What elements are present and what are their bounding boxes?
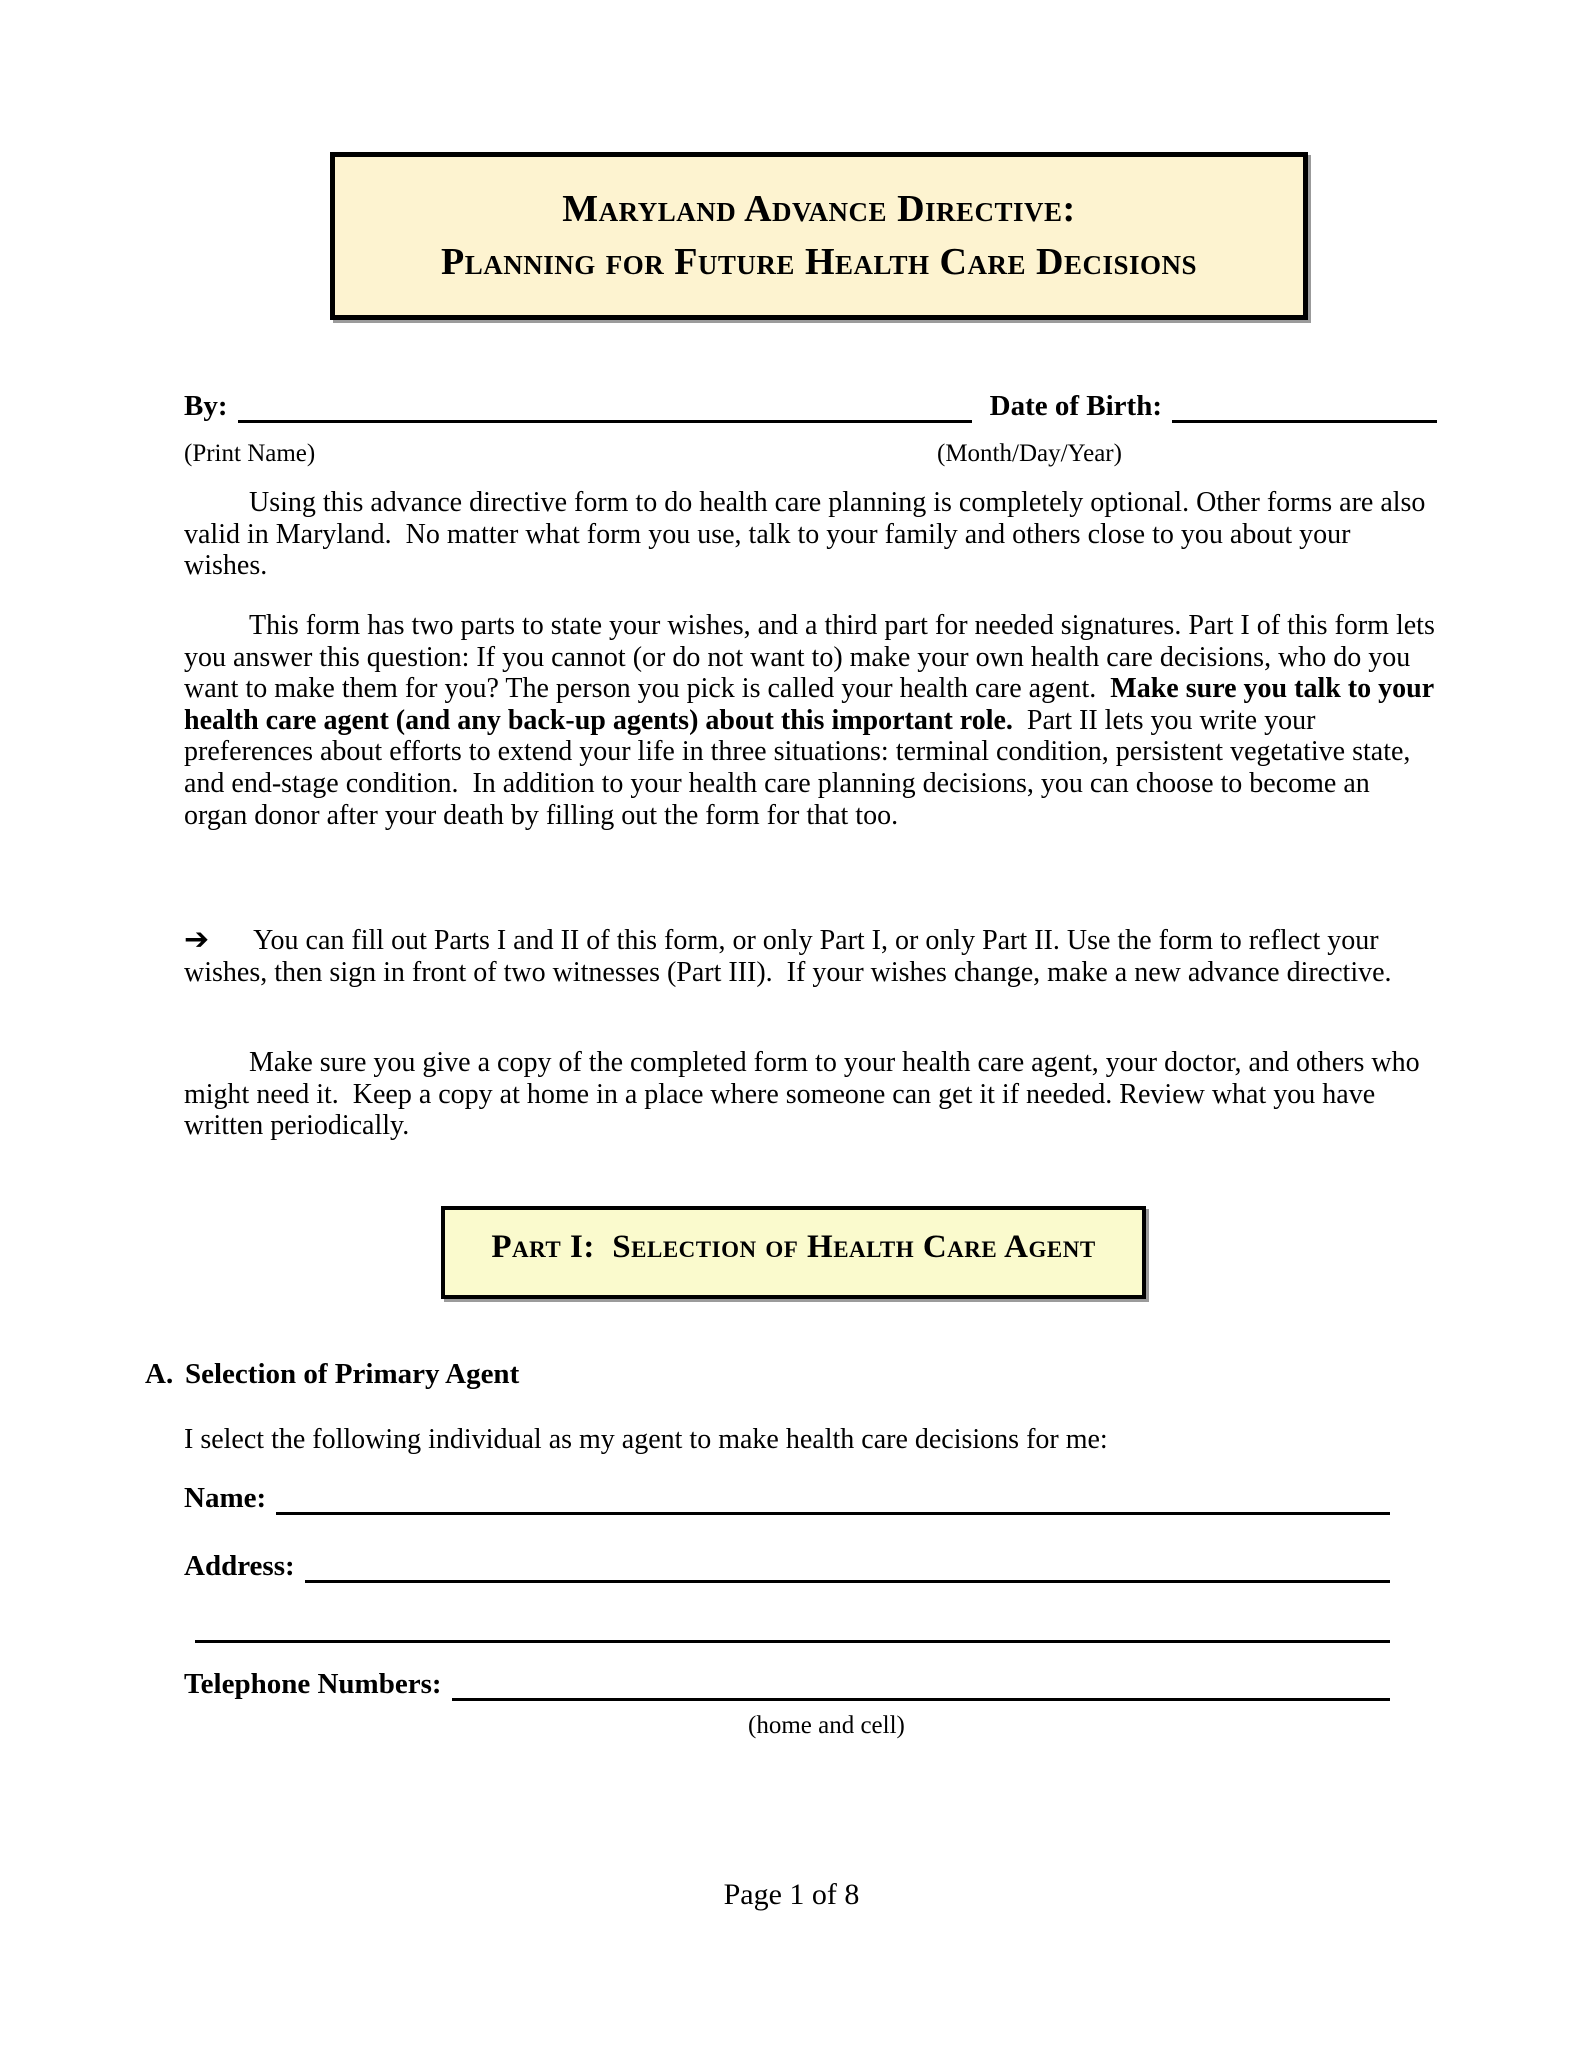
document-title-line-1: Maryland Advance Directive: <box>562 187 1076 230</box>
phone-field-row <box>184 1668 1390 1701</box>
paragraph-form-structure-text: This form has two parts to state your wishes, and a third part for needed signatures. Part I of this form lets you answer this question: If you cannot (or do not want to) make your own health care decisions, who do you want to make them for you? The person you pick is called your health care agent. <box>184 610 1442 705</box>
section-a-intro: I select the following individual as my agent to make health care decisions for me: <box>184 1424 1108 1455</box>
date-of-birth-label: Date of Birth: <box>989 390 1162 422</box>
address-input-line-2[interactable] <box>195 1608 1390 1643</box>
section-a-heading-text: Selection of Primary Agent <box>185 1358 520 1390</box>
title-banner <box>330 152 1308 320</box>
home-and-cell-caption: (home and cell) <box>748 1712 905 1739</box>
paragraph-arrow-note-text: You can fill out Parts I and II of this form, or only Part I, or only Part II. Use the form to reflect your wishes, then sign in front of two witnesses (Part III). If your wishes change, make a new advance directive. <box>184 925 1392 988</box>
paragraph-form-structure-bold-text: Make sure you talk to your health care agent (and any back-up agents) about this important role. <box>184 673 1441 736</box>
byline-captions <box>184 440 1437 468</box>
address-field-row <box>184 1550 1390 1583</box>
address-label: Address: <box>184 1550 295 1582</box>
by-input-line[interactable] <box>238 418 972 423</box>
part1-title: Part I: Selection of Health Care Agent <box>491 1229 1096 1265</box>
paragraph-arrow-note <box>184 924 1437 988</box>
date-of-birth-input-line[interactable] <box>1172 418 1437 423</box>
section-a-heading <box>145 1358 519 1391</box>
page-number: Page 1 of 8 <box>723 1878 860 1911</box>
paragraph-form-structure <box>184 610 1442 831</box>
name-input-line[interactable] <box>276 1510 1390 1515</box>
month-day-year-caption: (Month/Day/Year) <box>937 440 1122 467</box>
print-name-caption: (Print Name) <box>184 440 316 467</box>
paragraph-give-copy: Make sure you give a copy of the completed form to your health care agent, your doctor, and others who might need it. Keep a copy at home in a place where someone can get it if needed. Review what you have written periodically. <box>184 1047 1427 1142</box>
paragraph-form-structure-text-2: Part II lets you write your preferences about efforts to extend your life in three situations: terminal condition, persistent vegetative state, and end-stage condition. In addition to your health care planning decisions, you can choose to become an organ donor after your death by filling out the form for that too. <box>184 704 1418 831</box>
paragraph-optional-form: Using this advance directive form to do health care planning is completely optional. Other forms are also valid in Maryland. No matter what form you use, talk to your family and others close to you about your wishes. <box>184 487 1433 582</box>
right-arrow-icon: ➔ <box>184 922 210 957</box>
name-label: Name: <box>184 1482 267 1514</box>
section-a-letter: A. <box>145 1358 174 1390</box>
document-title-line-2: Planning for Future Health Care Decisions <box>441 240 1197 283</box>
part1-banner <box>441 1206 1146 1299</box>
telephone-input-line[interactable] <box>452 1696 1390 1701</box>
name-field-row <box>184 1482 1390 1515</box>
by-label: By: <box>184 390 228 422</box>
address-input-line[interactable] <box>305 1578 1390 1583</box>
byline-row <box>184 390 1437 423</box>
telephone-numbers-label: Telephone Numbers: <box>184 1668 442 1700</box>
